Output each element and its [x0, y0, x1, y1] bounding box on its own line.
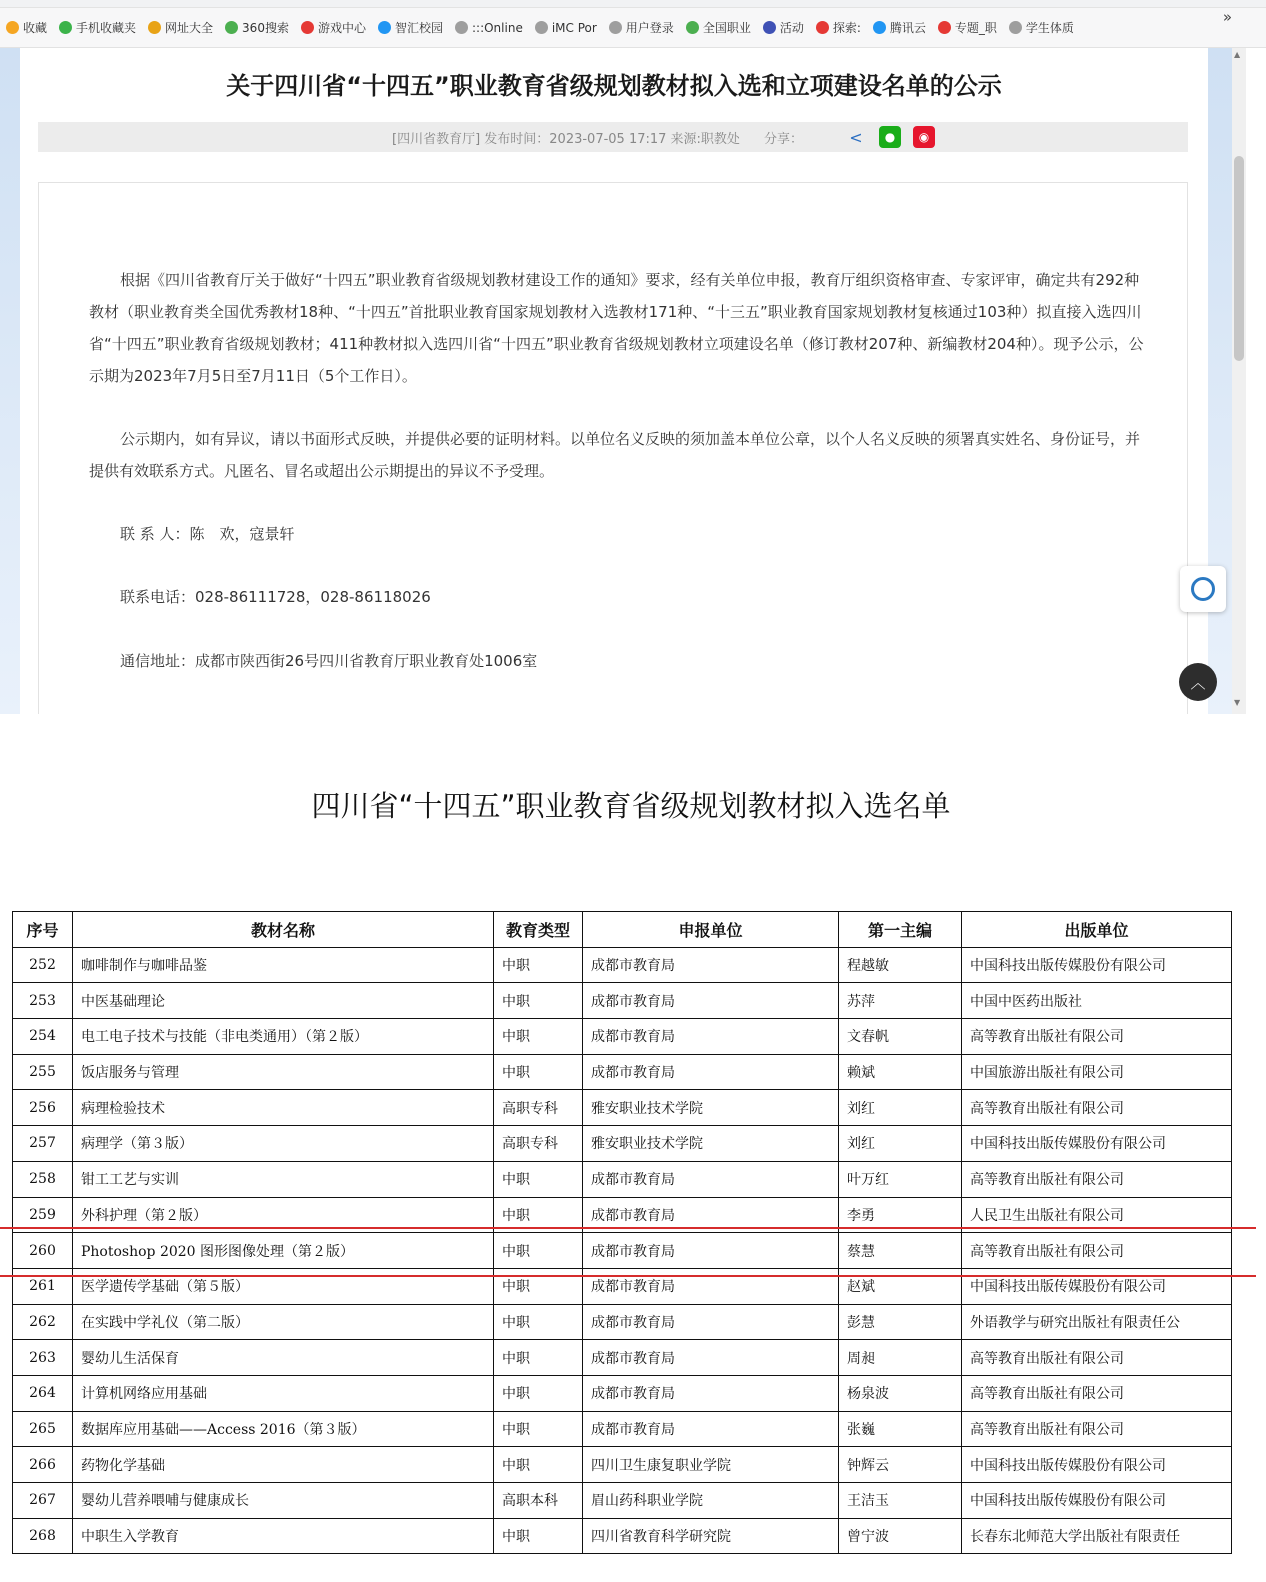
- table-cell: 长春东北师范大学出版社有限责任: [962, 1518, 1232, 1554]
- table-cell: 252: [13, 947, 73, 983]
- scrollbar-thumb[interactable]: [1234, 156, 1244, 361]
- column-header: 序号: [13, 912, 73, 948]
- weibo-icon[interactable]: ◉: [913, 126, 935, 148]
- table-cell: 267: [13, 1483, 73, 1519]
- table-cell: 中医基础理论: [73, 983, 494, 1019]
- table-cell: 人民卫生出版社有限公司: [962, 1197, 1232, 1233]
- table-cell: 眉山药科职业学院: [583, 1483, 839, 1519]
- bookmark-label: 探索:: [832, 21, 861, 35]
- table-cell: 中职: [494, 1268, 583, 1304]
- contact-person: 联 系 人：陈 欢，寇景轩: [120, 525, 295, 543]
- page-background-left: [0, 48, 20, 714]
- table-cell: Photoshop 2020 图形图像处理（第２版）: [73, 1233, 494, 1269]
- table-row: [13, 1233, 1232, 1269]
- table-cell: 262: [13, 1304, 73, 1340]
- table-cell: 张巍: [839, 1411, 962, 1447]
- bookmark-label: 收藏: [23, 21, 48, 35]
- share-icon[interactable]: <: [849, 127, 863, 147]
- table-cell: 曾宁波: [839, 1518, 962, 1554]
- column-header: 第一主编: [839, 912, 962, 948]
- star-icon: [6, 21, 19, 34]
- table-cell: 蔡慧: [839, 1233, 962, 1269]
- table-cell: 高职本科: [494, 1483, 583, 1519]
- table-cell: 病理学（第３版）: [73, 1126, 494, 1162]
- explore-icon: [816, 21, 829, 34]
- bookmark-item[interactable]: [873, 19, 926, 36]
- table-cell: 在实践中学礼仪（第二版）: [73, 1304, 494, 1340]
- table-cell: 中职: [494, 947, 583, 983]
- table-cell: 成都市教育局: [583, 1268, 839, 1304]
- table-cell: 中国旅游出版社有限公司: [962, 1054, 1232, 1090]
- table-row: [13, 1518, 1232, 1554]
- bookmark-item[interactable]: [301, 19, 366, 36]
- article-meta-bar: [38, 122, 1188, 152]
- table-cell: 李勇: [839, 1197, 962, 1233]
- table-row: [13, 1340, 1232, 1376]
- table-cell: 高职专科: [494, 1090, 583, 1126]
- table-cell: 256: [13, 1090, 73, 1126]
- mobile-icon: [59, 21, 72, 34]
- table-cell: 周昶: [839, 1340, 962, 1376]
- article-paragraph-1: 根据《四川省教育厅关于做好“十四五”职业教育省级规划教材建设工作的通知》要求，经有关单位申报，教育厅组织资格审查、专家评审，确定共有292种教材（职业教育类全国优秀教材18种、“十四五”首批职业教育国家规划教材入选教材171种、“十三五”职业教育国家规划教材复核通过103种）拟直接入选四川省“十四五”职业教育省级规划教材；411种教材拟入选四川省“十四五”职业教育省级规划教材立项建设名单（修订教材207种、新编教材204种）。现予公示，公示期为2023年7月5日至7月11日（5个工作日）。: [89, 271, 1144, 385]
- table-cell: 中职: [494, 983, 583, 1019]
- table-cell: 苏萍: [839, 983, 962, 1019]
- highlight-line-bottom: [0, 1275, 1256, 1277]
- table-cell: 饭店服务与管理: [73, 1054, 494, 1090]
- table-cell: 外语教学与研究出版社有限责任公: [962, 1304, 1232, 1340]
- globe-icon: [535, 21, 548, 34]
- grid-icon: [686, 21, 699, 34]
- activity-icon: [763, 21, 776, 34]
- table-cell: 赖斌: [839, 1054, 962, 1090]
- table-cell: 四川省教育科学研究院: [583, 1518, 839, 1554]
- table-cell: 255: [13, 1054, 73, 1090]
- table-cell: 高等教育出版社有限公司: [962, 1161, 1232, 1197]
- table-cell: 261: [13, 1268, 73, 1304]
- table-row: [13, 1304, 1232, 1340]
- search-360-icon: [225, 21, 238, 34]
- bookmark-item[interactable]: [609, 19, 674, 36]
- table-header-row: [13, 912, 1232, 948]
- table-cell: 医学遗传学基础（第５版）: [73, 1268, 494, 1304]
- table-cell: 高职专科: [494, 1126, 583, 1162]
- bookmark-item[interactable]: [816, 19, 861, 36]
- column-header: 教育类型: [494, 912, 583, 948]
- floating-assistant-button[interactable]: [1180, 566, 1226, 612]
- topic-icon: [938, 21, 951, 34]
- table-cell: 刘红: [839, 1126, 962, 1162]
- highlight-line-top: [0, 1227, 1256, 1229]
- table-cell: 成都市教育局: [583, 1304, 839, 1340]
- table-cell: 计算机网络应用基础: [73, 1375, 494, 1411]
- table-cell: 中国中医药出版社: [962, 983, 1232, 1019]
- table-cell: 中职: [494, 1304, 583, 1340]
- table-cell: 婴幼儿营养喂哺与健康成长: [73, 1483, 494, 1519]
- table-cell: 叶万红: [839, 1161, 962, 1197]
- table-row: [13, 1126, 1232, 1162]
- table-cell: 中职: [494, 1161, 583, 1197]
- column-header: 出版单位: [962, 912, 1232, 948]
- bookmark-label: 学生体质: [1025, 21, 1074, 35]
- bookmark-item[interactable]: [59, 19, 136, 36]
- assistant-icon: [1191, 577, 1215, 601]
- scroll-up-icon[interactable]: ▲: [1234, 50, 1241, 59]
- table-cell: 258: [13, 1161, 73, 1197]
- table-cell: 中国科技出版传媒股份有限公司: [962, 1268, 1232, 1304]
- table-cell: 中国科技出版传媒股份有限公司: [962, 947, 1232, 983]
- browser-tab-strip: [0, 0, 1266, 8]
- table-row: [13, 1268, 1232, 1304]
- table-cell: 中职: [494, 1518, 583, 1554]
- table-cell: 高等教育出版社有限公司: [962, 1411, 1232, 1447]
- table-cell: 成都市教育局: [583, 947, 839, 983]
- table-cell: 高等教育出版社有限公司: [962, 1090, 1232, 1126]
- bookmark-label: 用户登录: [625, 21, 674, 35]
- bookmark-label: iMC Por: [551, 20, 597, 35]
- contact-phone: 联系电话：028-86111728，028-86118026: [120, 588, 431, 606]
- table-cell: 钳工工艺与实训: [73, 1161, 494, 1197]
- bookmark-item[interactable]: [938, 19, 997, 36]
- table-cell: 中职: [494, 1197, 583, 1233]
- bookmark-label: 活动: [779, 21, 804, 35]
- bookmark-label: 全国职业: [702, 21, 751, 35]
- table-row: [13, 1483, 1232, 1519]
- table-cell: 成都市教育局: [583, 1340, 839, 1376]
- table-cell: 中职: [494, 1447, 583, 1483]
- page-background-right: [1208, 48, 1232, 714]
- table-cell: 中职: [494, 1340, 583, 1376]
- table-cell: 中职: [494, 1411, 583, 1447]
- globe-icon: [1009, 21, 1022, 34]
- table-cell: 中职生入学教育: [73, 1518, 494, 1554]
- article-paragraph-2: 公示期内，如有异议，请以书面形式反映，并提供必要的证明材料。以单位名义反映的须加盖本单位公章，以个人名义反映的须署真实姓名、身份证号，并提供有效联系方式。凡匿名、冒名或超出公示期提出的异议不予受理。: [89, 430, 1141, 480]
- bookmark-label: 游戏中心: [317, 21, 366, 35]
- contact-address: 通信地址：成都市陕西街26号四川省教育厅职业教育处1006室: [120, 652, 538, 670]
- table-cell: 刘红: [839, 1090, 962, 1126]
- table-row: [13, 983, 1232, 1019]
- table-cell: 彭慧: [839, 1304, 962, 1340]
- table-cell: 中职: [494, 1375, 583, 1411]
- game-icon: [301, 21, 314, 34]
- table-row: [13, 1447, 1232, 1483]
- table-cell: 高等教育出版社有限公司: [962, 1233, 1232, 1269]
- table-row: [13, 1054, 1232, 1090]
- bookmark-item[interactable]: [535, 21, 597, 35]
- table-row: [13, 1019, 1232, 1055]
- table-cell: 254: [13, 1019, 73, 1055]
- table-cell: 王洁玉: [839, 1483, 962, 1519]
- globe-icon: [609, 21, 622, 34]
- bookmark-label: 智汇校园: [394, 21, 443, 35]
- article-title: 关于四川省“十四五”职业教育省级规划教材拟入选和立项建设名单的公示: [226, 72, 1002, 100]
- bookmarks-more-button[interactable]: »: [1222, 8, 1232, 26]
- scroll-down-icon[interactable]: ▼: [1234, 698, 1241, 707]
- wechat-icon[interactable]: ●: [879, 126, 901, 148]
- bookmark-item[interactable]: [455, 21, 523, 35]
- back-to-top-button[interactable]: [1179, 663, 1217, 701]
- table-cell: 程越敏: [839, 947, 962, 983]
- chevron-up-icon: ︿: [1190, 673, 1206, 692]
- table-cell: 雅安职业技术学院: [583, 1126, 839, 1162]
- table-row: [13, 1411, 1232, 1447]
- table-cell: 成都市教育局: [583, 1197, 839, 1233]
- bookmark-label: 手机收藏夹: [76, 21, 137, 35]
- table-cell: 成都市教育局: [583, 1411, 839, 1447]
- document-title: 四川省“十四五”职业教育省级规划教材拟入选名单: [311, 789, 951, 823]
- table-row: [13, 947, 1232, 983]
- campus-icon: [378, 21, 391, 34]
- table-cell: 高等教育出版社有限公司: [962, 1019, 1232, 1055]
- table-cell: 成都市教育局: [583, 1019, 839, 1055]
- table-cell: 成都市教育局: [583, 1161, 839, 1197]
- table-cell: 中职: [494, 1019, 583, 1055]
- column-header: 教材名称: [73, 912, 494, 948]
- table-cell: 中职: [494, 1233, 583, 1269]
- bookmark-label: :::Online: [471, 20, 523, 35]
- table-cell: 中国科技出版传媒股份有限公司: [962, 1126, 1232, 1162]
- table-cell: 雅安职业技术学院: [583, 1090, 839, 1126]
- table-cell: 253: [13, 983, 73, 1019]
- table-cell: 265: [13, 1411, 73, 1447]
- bookmark-item[interactable]: [225, 19, 289, 36]
- table-cell: 268: [13, 1518, 73, 1554]
- table-cell: 成都市教育局: [583, 1054, 839, 1090]
- page-scrollbar[interactable]: [1232, 48, 1246, 714]
- table-cell: 中职: [494, 1054, 583, 1090]
- textbook-table: [12, 911, 1232, 1554]
- table-cell: 钟辉云: [839, 1447, 962, 1483]
- table-row: [13, 1090, 1232, 1126]
- table-row: [13, 1161, 1232, 1197]
- globe-icon: [455, 21, 468, 34]
- table-cell: 成都市教育局: [583, 1233, 839, 1269]
- table-cell: 263: [13, 1340, 73, 1376]
- table-cell: 高等教育出版社有限公司: [962, 1340, 1232, 1376]
- cloud-icon: [873, 21, 886, 34]
- share-label: 分享：: [763, 131, 803, 147]
- table-cell: 260: [13, 1233, 73, 1269]
- bookmarks-bar: [0, 8, 1266, 48]
- table-cell: 文春帆: [839, 1019, 962, 1055]
- bookmark-label: 网址大全: [165, 21, 214, 35]
- table-cell: 咖啡制作与咖啡品鉴: [73, 947, 494, 983]
- table-cell: 259: [13, 1197, 73, 1233]
- bookmark-item[interactable]: [686, 19, 751, 36]
- table-cell: 成都市教育局: [583, 983, 839, 1019]
- bookmark-item[interactable]: [1009, 19, 1074, 36]
- article-meta: [四川省教育厅] 发布时间：2023-07-05 17:17 来源:职教处: [392, 131, 740, 147]
- table-cell: 264: [13, 1375, 73, 1411]
- table-cell: 外科护理（第２版）: [73, 1197, 494, 1233]
- table-row: [13, 1375, 1232, 1411]
- bookmark-item[interactable]: [378, 19, 443, 36]
- table-cell: 266: [13, 1447, 73, 1483]
- table-cell: 257: [13, 1126, 73, 1162]
- bookmark-item[interactable]: [6, 19, 47, 36]
- bookmark-item[interactable]: [763, 19, 804, 36]
- bookmark-label: 360搜索: [242, 21, 289, 35]
- table-cell: 中国科技出版传媒股份有限公司: [962, 1447, 1232, 1483]
- table-cell: 电工电子技术与技能（非电类通用）（第２版）: [73, 1019, 494, 1055]
- table-cell: 中国科技出版传媒股份有限公司: [962, 1483, 1232, 1519]
- table-cell: 药物化学基础: [73, 1447, 494, 1483]
- table-cell: 杨泉波: [839, 1375, 962, 1411]
- table-cell: 高等教育出版社有限公司: [962, 1375, 1232, 1411]
- bookmark-label: 腾讯云: [889, 21, 926, 35]
- bookmark-label: 专题_职: [954, 21, 997, 35]
- table-cell: 数据库应用基础——Access 2016（第３版）: [73, 1411, 494, 1447]
- table-cell: 病理检验技术: [73, 1090, 494, 1126]
- table-cell: 婴幼儿生活保育: [73, 1340, 494, 1376]
- bookmark-item[interactable]: [148, 19, 213, 36]
- table-cell: 成都市教育局: [583, 1375, 839, 1411]
- table-cell: 四川卫生康复职业学院: [583, 1447, 839, 1483]
- table-cell: 赵斌: [839, 1268, 962, 1304]
- column-header: 申报单位: [583, 912, 839, 948]
- web-page: [0, 48, 1266, 714]
- compass-icon: [148, 21, 161, 34]
